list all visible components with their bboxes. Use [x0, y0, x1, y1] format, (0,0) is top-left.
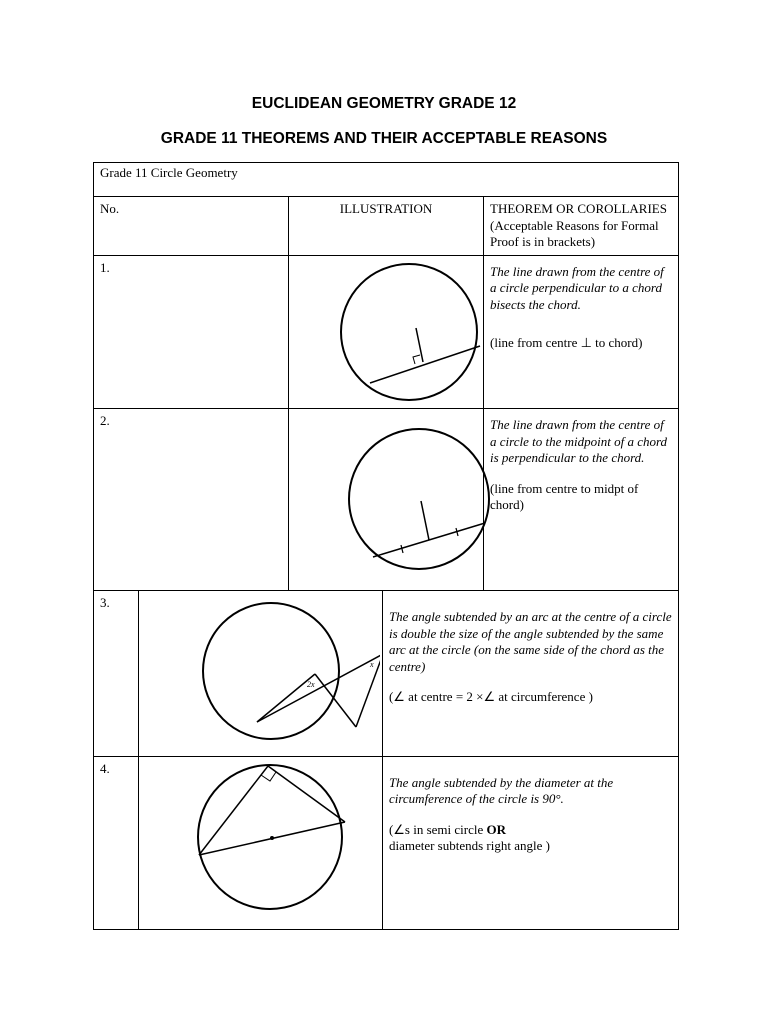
document-subtitle: GRADE 11 THEOREMS AND THEIR ACCEPTABLE REASONS [160, 130, 608, 147]
illustration-4 [139, 756, 383, 930]
theorem-text: The line drawn from the centre of a circle perpendicular to a chord bisects the chord. [490, 263, 664, 312]
table-row [94, 409, 679, 591]
circle-diagram-centre-angle [139, 591, 380, 751]
header-theorem: THEOREM OR COROLLARIES (Acceptable Reasons for Formal Proof is in brackets) [484, 197, 679, 256]
theorem-text: The angle subtended by the diameter at the circumference of the circle is 90°. [388, 774, 614, 806]
section-title: Grade 11 Circle Geometry [94, 163, 679, 197]
angle-label-x: x [370, 660, 374, 669]
theorems-table-part1 [93, 162, 679, 591]
table-row [94, 756, 679, 930]
theorem-text: The line drawn from the centre of a circle to the midpoint of a chord is perpendicular to the chord. [490, 417, 668, 465]
reason-text: (line from centre to midpt of chord) [490, 480, 639, 512]
reason-text: (line from centre ⊥ to chord) [490, 335, 643, 350]
illustration-1 [289, 255, 484, 409]
theorem-text: The angle subtended by an arc at the centre of a circle is double the size of the angle subtended by the same arc at the circle (on the same side of the chord as the centre) [388, 609, 672, 674]
theorems-table-part2 [93, 590, 679, 930]
angle-label-2x: 2x [307, 680, 315, 689]
row-number: 1. [94, 255, 289, 409]
header-illustration: ILLUSTRATION [289, 197, 484, 256]
table-row [94, 591, 679, 757]
circle-diagram-semicircle [139, 757, 380, 925]
row-number: 2. [94, 409, 289, 591]
reason-text: (∠ at centre = 2 ×∠ at circumference ) [388, 689, 593, 704]
illustration-2 [289, 409, 484, 591]
row-number: 3. [94, 591, 139, 757]
document-title: EUCLIDEAN GEOMETRY GRADE 12 [251, 95, 517, 112]
table-row [94, 255, 679, 409]
illustration-3 [139, 591, 383, 757]
header-no: No. [94, 197, 289, 256]
row-number: 4. [94, 756, 139, 930]
reason-text: (∠s in semi circle OR diameter subtends right angle ) [388, 821, 550, 853]
